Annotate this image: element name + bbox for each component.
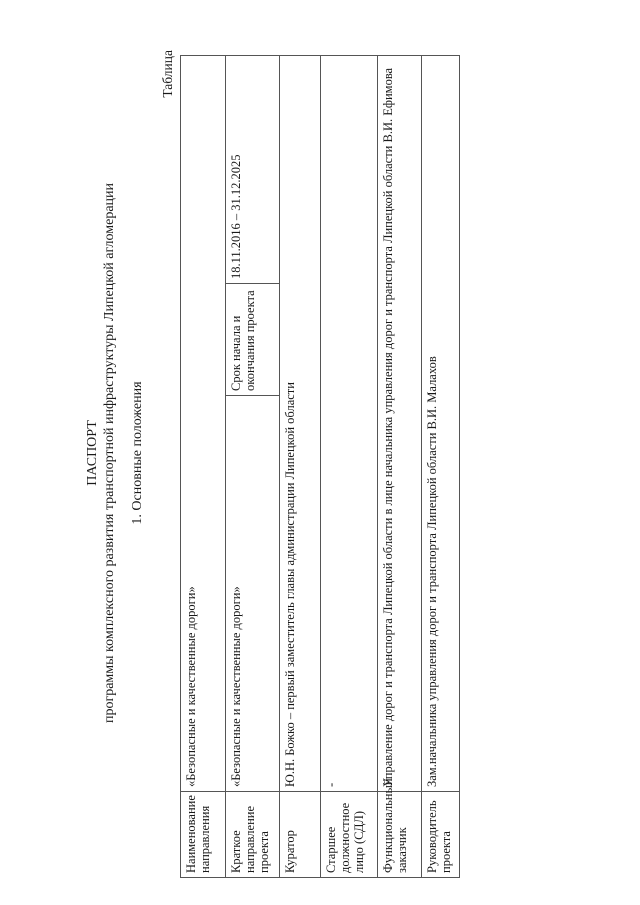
- row-label-senior-official: Старшее должностное лицо (СДЛ): [321, 792, 378, 878]
- passport-table: [180, 55, 460, 878]
- row-value-senior-official: -: [321, 55, 378, 791]
- rotated-document-page: [0, 28, 640, 878]
- page-title: [84, 28, 118, 878]
- row-label-short-direction: Краткое направление проекта: [226, 792, 280, 878]
- table-row: [378, 55, 422, 877]
- table-row: [226, 55, 280, 877]
- row-value-curator: Ю.Н. Божко – первый заместитель главы администрации Липецкой области: [280, 55, 321, 791]
- row-label-project-term: Срок начала и окончания проекта: [226, 284, 280, 396]
- row-label-curator: Куратор: [280, 792, 321, 878]
- table-row: [280, 55, 321, 877]
- row-value-short-direction: «Безопасные и качественные дороги»: [226, 396, 280, 792]
- table-row: [181, 55, 226, 877]
- row-value-project-manager: Зам.начальника управления дорог и транспорта Липецкой области В.И. Малахов: [422, 55, 460, 791]
- row-label-functional-customer: Функциональный заказчик: [378, 792, 422, 878]
- row-value-direction-name: «Безопасные и качественные дороги»: [181, 55, 226, 791]
- row-value-functional-customer: Управление дорог и транспорта Липецкой области в лице начальника управления дорог и транспорта Липецкой области В.И. Ефимова: [378, 55, 422, 791]
- title-line-passport: ПАСПОРТ: [85, 420, 100, 486]
- title-line-program: программы комплексного развития транспортной инфраструктуры Липецкой агломерации: [102, 182, 117, 724]
- section-title: 1. Основные положения: [130, 381, 145, 525]
- table-row: [422, 55, 460, 877]
- row-value-project-term: 18.11.2016 – 31.12.2025: [226, 55, 280, 283]
- row-label-direction-name: Наименование направления: [181, 792, 226, 878]
- table-row: [321, 55, 378, 877]
- table-label: Таблица: [160, 50, 175, 98]
- row-label-project-manager: Руководитель проекта: [422, 792, 460, 878]
